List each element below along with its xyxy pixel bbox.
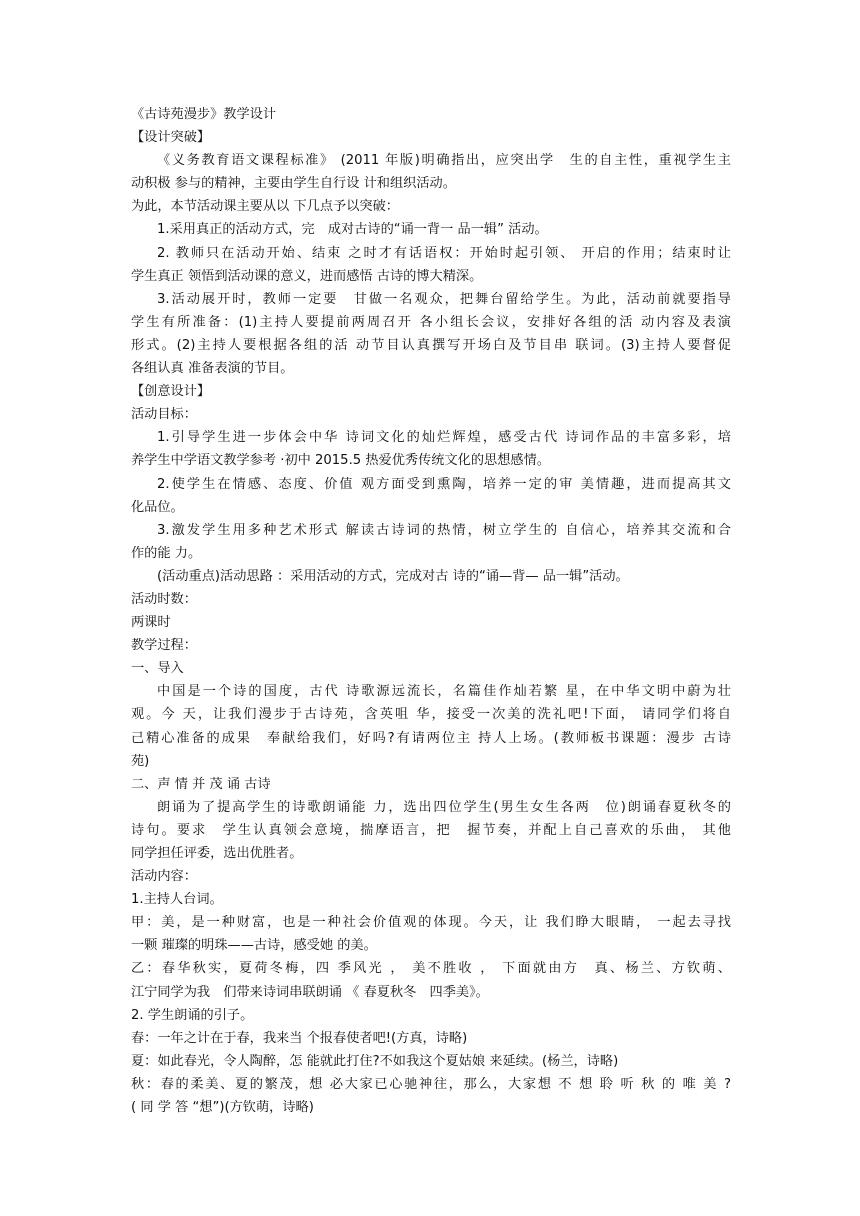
list-item: 1.采用真正的活动方式，完 成对古诗的“诵一背一 品一辑” 活动。 [157,222,548,238]
subheading: 教学过程： [131,638,197,654]
subheading: 活动目标： [131,407,197,423]
paragraph-line: 中国是一个诗的国度，古代 诗歌源远流长，名篇佳作灿若繁 星，在中华文明中蔚为壮 [157,684,731,700]
paragraph-line: 苑) [131,753,150,769]
paragraph-line: 各组认真 准备表演的节目。 [131,361,294,377]
paragraph-line: 学生真正 领悟到活动课的意义，进而感悟 古诗的博大精深。 [131,268,483,284]
list-item: 2. 教师只在活动开始、结束 之时才有话语权：开始时起引领、 开启的作用；结束时让 [157,245,731,261]
paragraph-line: 《义务教育语文课程标准》 (2011 年版)明确指出，应突出学 生的自主性，重视学生主 [157,153,731,169]
list-item: 3.激发学生用多种艺术形式 解读古诗词的热情，树立学生的 自信心，培养其交流和合 [157,522,731,538]
list-item: 2.使学生在情感、态度、价值 观方面受到熏陶，培养一定的审 美情趣，进而提高其文 [157,476,731,492]
paragraph-line: 化品位。 [131,499,184,515]
paragraph-line: 秋：春的柔美、夏的繁茂，想 必大家已心驰神往，那么，大家想 不 想 聆 听 秋 的 唯 美 ? [131,1076,731,1092]
document-body [131,103,731,1119]
paragraph-line: 养学生中学语文教学参考 ·初中 2015.5 热爱优秀传统文化的思想感情。 [131,453,550,469]
paragraph-line: 乙：春华秋实，夏荷冬梅，四 季风光 ， 美不胜收 ， 下面就由方 真、杨兰、方钦萌、 [131,961,731,977]
paragraph-line: ( 同 学 答 “想”)(方钦萌，诗略) [131,1100,314,1116]
paragraph-line: 作的能 力。 [131,545,202,561]
subheading: 活动内容： [131,869,197,885]
paragraph-line: 诗句。要求 学生认真领会意境，揣摩语言，把 握节奏，并配上自己喜欢的乐曲， 其他 [131,822,731,838]
document-title: 《古诗苑漫步》教学设计 [131,107,277,122]
section-heading: 一、导入 [131,661,184,677]
paragraph-line: (活动重点)活动思路 ：采用活动的方式，完成对古 诗的“诵—背— 品一辑”活动。 [157,568,629,584]
section-heading: 二、声 情 并 茂 诵 古诗 [131,776,271,792]
paragraph-line: 动积极 参与的精神，主要由学生自行设 计和组织活动。 [131,176,456,192]
section-heading: 【创意设计】 [131,384,211,400]
list-item: 1.引导学生进一步体会中华 诗词文化的灿烂辉煌，感受古代 诗词作品的丰富多彩，培 [157,430,731,446]
paragraph-line: 两课时 [131,615,171,631]
paragraph-line: 春：一年之计在于春，我来当 个报春使者吧!(方真，诗略) [131,1030,468,1046]
paragraph-line: 江宁同学为我 们带来诗词串联朗诵 《 春夏秋冬 四季美》。 [131,984,489,1000]
paragraph-line: 为此，本节活动课主要从以 下几点予以突破： [131,199,399,215]
paragraph-line: 学生有所准备：(1)主持人要提前两周召开 各小组长会议，安排好各组的活 动内容及表演 [131,314,731,330]
paragraph-line: 形式。(2)主持人要根据各组的活 动节目认真撰写开场白及节目串 联词。(3)主持人要督促 [131,337,731,353]
paragraph-line: 己精心准备的成果 奉献给我们，好吗?有请两位主 持人上场。(教师板书课题：漫步 古诗 [131,730,731,746]
paragraph-line: 同学担任评委，选出优胜者。 [131,846,303,861]
paragraph-line: 朗诵为了提高学生的诗歌朗诵能 力，选出四位学生(男生女生各两 位)朗诵春夏秋冬的 [157,799,731,815]
list-item: 2. 学生朗诵的引子。 [131,1007,254,1023]
paragraph-line: 一颗 璀璨的明珠——古诗，感受她 的美。 [131,938,377,954]
section-heading: 【设计突破】 [131,130,211,146]
list-item: 3.活动展开时，教师一定要 甘做一名观众，把舞台留给学生。为此，活动前就要指导 [157,291,731,307]
paragraph-line: 夏：如此春光，令人陶醉，怎 能就此打住?不如我这个夏姑娘 来延续。(杨兰，诗略) [131,1053,619,1069]
paragraph-line: 甲：美，是一种财富，也是一种社会价值观的体现。今天，让 我们睁大眼睛， 一起去寻找 [131,915,731,931]
list-item: 1.主持人台词。 [131,892,223,908]
subheading: 活动时数： [131,591,197,607]
paragraph-line: 观。今 天，让我们漫步于古诗苑，含英咀 华，接受一次美的洗礼吧!下面， 请同学们将自 [131,707,731,723]
